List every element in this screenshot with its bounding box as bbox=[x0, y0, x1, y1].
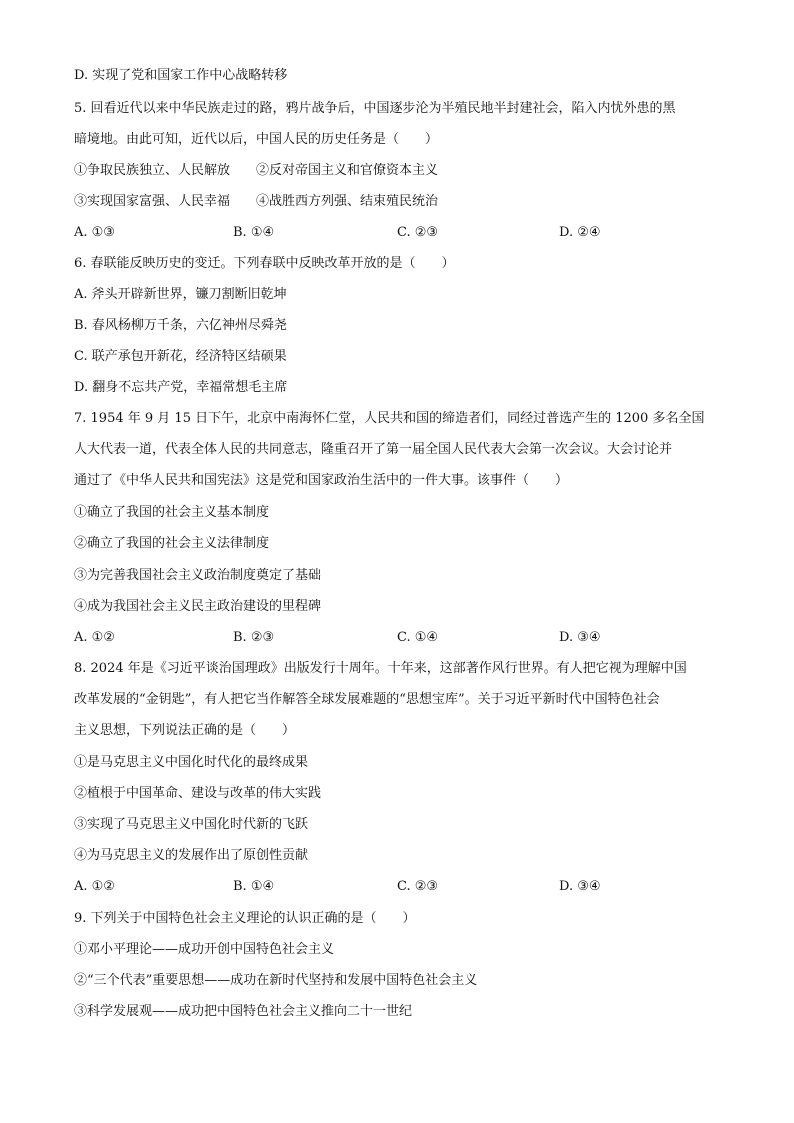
q5-option-a: A. ①③ bbox=[74, 225, 115, 240]
q5-items-row-1: ①争取民族独立、人民解放 ②反对帝国主义和官僚资本主义 bbox=[74, 163, 439, 178]
q8-option-c: C. ②③ bbox=[397, 879, 439, 894]
q6-option-d: D. 翻身不忘共产党，幸福常想毛主席 bbox=[74, 380, 288, 395]
q4-option-d: D. 实现了党和国家工作中心战略转移 bbox=[74, 68, 288, 83]
q7-stem-line-3: 通过了《中华人民共和国宪法》这是党和国家政治生活中的一件大事。该事件（ ） bbox=[74, 473, 569, 488]
q7-item-2: ②确立了我国的社会主义法律制度 bbox=[74, 536, 270, 551]
q9-item-1: ①邓小平理论——成功开创中国特色社会主义 bbox=[74, 942, 335, 957]
q8-item-1: ①是马克思主义中国化时代化的最终成果 bbox=[74, 755, 309, 770]
q7-item-3: ③为完善我国社会主义政治制度奠定了基础 bbox=[74, 568, 322, 583]
q8-option-b: B. ①④ bbox=[233, 879, 275, 894]
q8-item-2: ②植根于中国革命、建设与改革的伟大实践 bbox=[74, 786, 322, 801]
q5-stem-line-2: 暗境地。由此可知，近代以后，中国人民的历史任务是（ ） bbox=[74, 132, 439, 147]
q5-option-b: B. ①④ bbox=[233, 225, 275, 240]
q7-item-4: ④成为我国社会主义民主政治建设的里程碑 bbox=[74, 599, 322, 614]
q8-stem-line-3: 主义思想，下列说法正确的是（ ） bbox=[74, 723, 296, 738]
q5-option-c: C. ②③ bbox=[397, 225, 439, 240]
q7-stem-line-2: 人大代表一道，代表全体人民的共同意志，隆重召开了第一届全国人民代表大会第一次会议。大会讨论并 bbox=[74, 442, 673, 457]
q5-items-row-2: ③实现国家富强、人民幸福 ④战胜西方列强、结束殖民统治 bbox=[74, 194, 439, 209]
q6-option-a: A. 斧头开辟新世界，镰刀割断旧乾坤 bbox=[74, 287, 287, 302]
q6-stem: 6. 春联能反映历史的变迁。下列春联中反映改革开放的是（ ） bbox=[74, 256, 455, 271]
q7-option-a: A. ①② bbox=[74, 630, 115, 645]
q8-stem-line-2: 改革发展的“金钥匙”，有人把它当作解答全球发展难题的“思想宝库”。关于习近平新时代中国特色社会 bbox=[74, 692, 660, 707]
q8-option-d: D. ③④ bbox=[559, 879, 601, 894]
q8-option-a: A. ①② bbox=[74, 879, 115, 894]
q7-stem-line-1: 7. 1954 年 9 月 15 日下午，北京中南海怀仁堂，人民共和国的缔造者们，同经过普选产生的 1200 多名全国 bbox=[74, 411, 705, 426]
q6-option-b: B. 春风杨柳万千条，六亿神州尽舜尧 bbox=[74, 318, 287, 333]
q8-item-3: ③实现了马克思主义中国化时代新的飞跃 bbox=[74, 817, 309, 832]
q5-stem-line-1: 5. 回看近代以来中华民族走过的路，鸦片战争后，中国逐步沦为半殖民地半封建社会，陷入内忧外患的黑 bbox=[74, 101, 676, 116]
q7-option-d: D. ③④ bbox=[559, 630, 601, 645]
q9-item-3: ③科学发展观——成功把中国特色社会主义推向二十一世纪 bbox=[74, 1004, 413, 1019]
q7-option-b: B. ②③ bbox=[233, 630, 275, 645]
q9-item-2: ②“三个代表”重要思想——成功在新时代坚持和发展中国特色社会主义 bbox=[74, 973, 478, 988]
q9-stem: 9. 下列关于中国特色社会主义理论的认识正确的是（ ） bbox=[74, 911, 416, 926]
q8-item-4: ④为马克思主义的发展作出了原创性贡献 bbox=[74, 848, 309, 863]
q5-option-d: D. ②④ bbox=[559, 225, 601, 240]
q6-option-c: C. 联产承包开新花，经济特区结硕果 bbox=[74, 349, 287, 364]
q8-stem-line-1: 8. 2024 年是《习近平谈治国理政》出版发行十周年。十年来，这部著作风行世界。有人把它视为理解中国 bbox=[74, 661, 687, 676]
q7-option-c: C. ①④ bbox=[397, 630, 439, 645]
q7-item-1: ①确立了我国的社会主义基本制度 bbox=[74, 505, 270, 520]
